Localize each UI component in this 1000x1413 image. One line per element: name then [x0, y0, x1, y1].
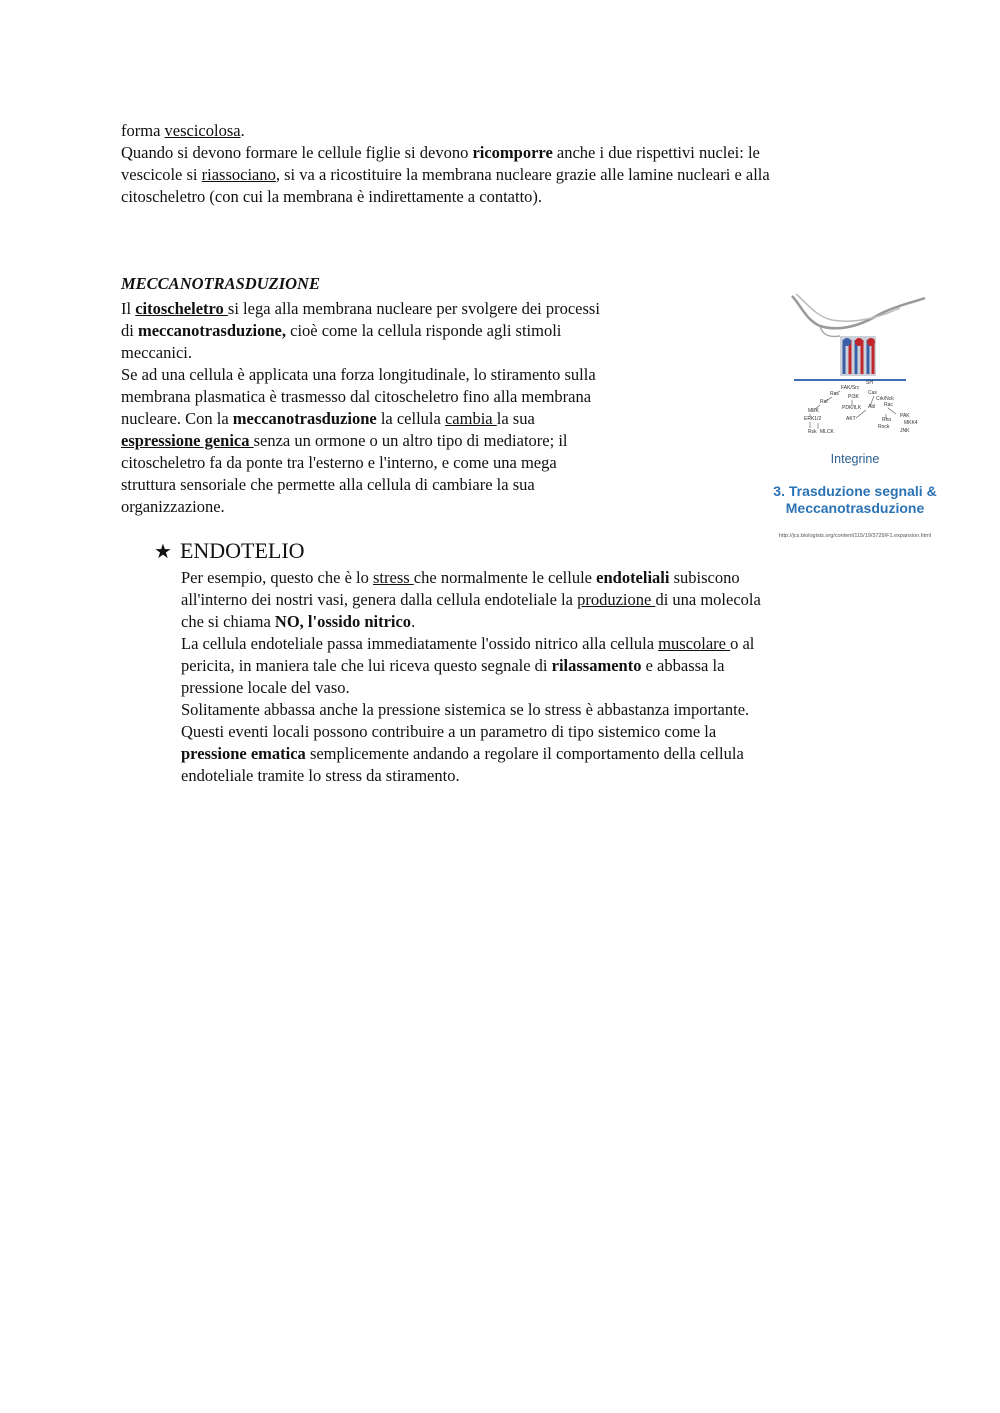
- receptor-head: [855, 338, 863, 346]
- bold-underlined-term: espressione genica: [121, 431, 254, 450]
- endo-line-4: La cellula endoteliale passa immediatamente l'ossido nitrico alla cellula muscolare o al: [181, 634, 755, 653]
- section-title-endotelio: [154, 538, 305, 564]
- mecc-line-6: nucleare. Con la meccanotrasduzione la cellula cambia la sua: [121, 409, 535, 428]
- protein-label: Rac: [884, 402, 893, 408]
- protein-label: PI3K: [848, 394, 859, 400]
- underlined-term: stress: [373, 568, 414, 587]
- endo-line-10: endoteliale tramite lo stress da stiramento.: [181, 766, 460, 785]
- protein-label: JNK: [900, 428, 910, 434]
- endo-line-3: che si chiama NO, l'ossido nitrico.: [181, 612, 416, 631]
- figure-caption-integrine: Integrine: [830, 452, 880, 466]
- endo-line-5: pericita, in maniera tale che lui riceva questo segnale di rilassamento e abbassa la: [181, 656, 725, 675]
- protein-label: FAK/Src: [841, 385, 860, 391]
- protein-label: PDK/ILK: [842, 405, 862, 411]
- underlined-term: muscolare: [658, 634, 731, 653]
- ecm-fiber: [792, 296, 925, 328]
- meccanotrasduzione-paragraph: [121, 298, 600, 518]
- endotelio-title-text: ENDOTELIO: [179, 538, 305, 563]
- bold-term: NO, l'ossido nitrico: [274, 612, 412, 631]
- mecc-line-9: struttura sensoriale che permette alla cellula di cambiare la sua: [121, 475, 535, 494]
- receptor-head: [867, 338, 875, 346]
- intro-line-3: vescicole si riassociano, si va a ricostituire la membrana nucleare grazie alle lamine nucleari e alla: [121, 165, 770, 184]
- protein-label: Raf: [820, 399, 828, 405]
- mecc-line-8: citoscheletro fa da ponte tra l'esterno e l'interno, e come una mega: [121, 453, 557, 472]
- mecc-line-10: organizzazione.: [121, 497, 225, 516]
- underlined-term: riassociano: [201, 165, 276, 184]
- bold-term: ricomporre: [472, 143, 553, 162]
- endo-line-2: all'interno dei nostri vasi, genera dalla cellula endoteliale la produzione di una molecola: [181, 590, 761, 609]
- protein-label: MLCK: [820, 429, 834, 435]
- mecc-line-3: meccanici.: [121, 343, 192, 362]
- section-title-meccanotrasduzione: MECCANOTRASDUZIONE: [121, 274, 320, 293]
- protein-label: SH: [866, 380, 873, 386]
- intro-line-2: Quando si devono formare le cellule figlie si devono ricomporre anche i due rispettivi nuclei: le: [121, 143, 760, 162]
- mecc-line-4: Se ad una cellula è applicata una forza longitudinale, lo stiramento sulla: [121, 365, 596, 384]
- protein-label: Rho: [882, 417, 892, 423]
- protein-label: AKT: [846, 416, 856, 422]
- protein-label: Rsk: [808, 429, 817, 435]
- endo-line-6: pressione locale del vaso.: [181, 678, 350, 697]
- figure-caption-line-2: Meccanotrasduzione: [785, 500, 925, 516]
- figure-caption-title: [760, 483, 950, 517]
- integrin-cluster: [840, 336, 876, 376]
- protein-label: Cas: [868, 390, 877, 396]
- protein-label: Abl: [868, 404, 876, 410]
- bold-term: meccanotrasduzione,: [137, 321, 286, 340]
- underlined-term: produzione: [577, 590, 656, 609]
- mecc-line-7: espressione genica senza un ormone o un altro tipo di mediatore; il: [121, 431, 568, 450]
- bold-term: rilassamento: [551, 656, 642, 675]
- mecc-line-5: membrana plasmatica è trasmesso dal citoscheletro fino alla membrana: [121, 387, 592, 406]
- ecm-fiber: [796, 294, 900, 321]
- endo-line-8: Questi eventi locali possono contribuire a un parametro di tipo sistemico come la: [181, 722, 717, 741]
- protein-label: Rock: [878, 424, 890, 430]
- protein-label: MEK: [808, 408, 819, 414]
- endo-line-1: Per esempio, questo che è lo stress che normalmente le cellule endoteliali subiscono: [181, 568, 740, 587]
- figure-source-url: http://jcs.biologists.org/content/115/19/3729/F1.expansion.html: [778, 533, 932, 539]
- protein-label: MKK4: [904, 420, 918, 426]
- figure-caption-line-1: 3. Trasduzione segnali &: [773, 483, 937, 499]
- protein-label: PAK: [900, 413, 910, 419]
- endo-line-9: pressione ematica semplicemente andando a regolare il comportamento della cellula: [181, 744, 744, 763]
- endo-line-7: Solitamente abbassa anche la pressione sistemica se lo stress è abbastanza importante.: [181, 700, 750, 719]
- intro-paragraph: [121, 120, 770, 208]
- endotelio-paragraph: [181, 567, 761, 787]
- underlined-term: vescicolosa: [164, 121, 241, 140]
- bold-term: endoteliali: [596, 568, 670, 587]
- intro-line-4: citoscheletro (con cui la membrana è indirettamente a contatto).: [121, 187, 543, 206]
- star-icon: ★: [154, 539, 172, 563]
- bold-term: pressione ematica: [181, 744, 306, 763]
- bold-underlined-term: citoscheletro: [135, 299, 228, 318]
- protein-label: Crk/Nck: [876, 396, 894, 402]
- bold-term: meccanotrasduzione: [232, 409, 377, 428]
- receptor-head: [843, 338, 851, 346]
- protein-label: ERK1/2: [804, 416, 822, 422]
- underlined-term: cambia: [444, 409, 497, 428]
- protein-label: Ras: [830, 391, 839, 397]
- mecc-line-2: di meccanotrasduzione, cioè come la cellula risponde agli stimoli: [121, 321, 562, 340]
- signaling-network: [804, 380, 918, 435]
- intro-line-1: forma vescicolosa.: [121, 121, 245, 140]
- mecc-line-1: Il citoscheletro si lega alla membrana nucleare per svolgere dei processi: [121, 299, 600, 318]
